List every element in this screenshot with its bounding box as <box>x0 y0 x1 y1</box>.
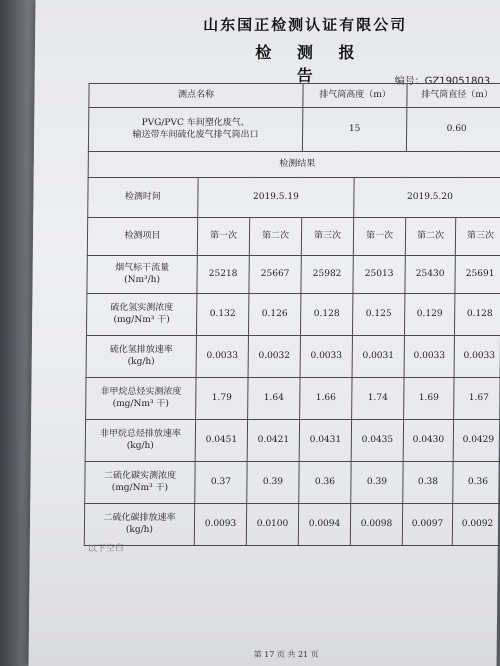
point-name-line-1: PVG/PVC 车间塑化废气、 <box>141 117 250 128</box>
report-number: 编号：GZ19051803 <box>394 76 491 87</box>
table-row <box>86 378 500 420</box>
info-header-row <box>89 84 500 108</box>
table-cell: 25218 <box>197 256 249 294</box>
page-number: 第 17 页 共 21 页 <box>253 650 319 659</box>
table-cell: 1.79 <box>196 378 248 420</box>
table-cell: 0.0430 <box>403 420 453 462</box>
test-time-row <box>88 178 500 218</box>
table-cell: 0.0033 <box>404 336 454 378</box>
parameter-label: 烟气标干流量 <box>115 262 170 273</box>
report-page <box>29 0 500 666</box>
parameter-name <box>86 294 196 336</box>
table-cell: 0.36 <box>299 462 351 504</box>
point-name-line-2: 输送带车间硫化废气排气筒出口 <box>132 129 259 140</box>
run-label: 第一次 <box>197 218 249 256</box>
parameter-name <box>85 462 195 504</box>
table-cell: 0.0421 <box>247 420 299 462</box>
table-cell: 0.128 <box>300 294 352 336</box>
table-cell: 0.0093 <box>194 504 246 546</box>
stack-height-label: 排气筒高度（m） <box>303 84 407 108</box>
parameter-label: 非甲烷总烃排放速率 <box>99 428 181 439</box>
table-cell: 0.39 <box>351 462 403 504</box>
table-row <box>84 504 500 546</box>
parameter-label: 二硫化碳排放速率 <box>103 512 176 523</box>
test-item-label: 检测项目 <box>87 218 197 256</box>
table-cell: 0.37 <box>195 462 247 504</box>
test-results-table <box>84 83 500 546</box>
blank-below-note: 以下空白 <box>87 543 124 555</box>
table-cell: 0.0031 <box>352 336 404 378</box>
table-row <box>85 462 500 504</box>
table-cell: 0.0092 <box>452 504 500 546</box>
parameter-unit: (Nm³/h) <box>124 274 161 285</box>
parameter-unit: (mg/Nm³ 干) <box>112 398 169 409</box>
results-section-title: 检测结果 <box>88 152 500 178</box>
run-label: 第三次 <box>301 218 353 256</box>
test-date-1: 2019.5.19 <box>198 178 354 218</box>
table-row <box>87 256 500 294</box>
table-cell: 25430 <box>405 256 455 294</box>
table-cell: 0.132 <box>196 294 248 336</box>
table-cell: 0.0033 <box>196 336 248 378</box>
table-cell: 25691 <box>455 256 500 294</box>
table-cell: 0.38 <box>403 462 453 504</box>
table-cell: 25667 <box>249 256 301 294</box>
parameter-unit: (kg/h) <box>127 356 155 367</box>
table-cell: 0.126 <box>248 294 300 336</box>
report-title: 检 测 报 告 <box>255 43 365 85</box>
parameter-unit: (kg/h) <box>126 440 154 451</box>
table-cell: 0.0429 <box>453 420 500 462</box>
run-label: 第三次 <box>455 218 500 256</box>
point-name-value <box>88 108 302 152</box>
parameter-unit: (mg/Nm³ 干) <box>113 314 170 325</box>
parameter-name <box>84 504 194 546</box>
run-label: 第二次 <box>405 218 455 256</box>
table-cell: 0.0033 <box>454 336 500 378</box>
test-date-2: 2019.5.20 <box>354 178 500 218</box>
stack-diameter-label: 排气筒直径（m） <box>407 84 500 108</box>
table-cell: 0.39 <box>247 462 299 504</box>
test-time-label: 检测时间 <box>88 178 198 218</box>
table-cell: 0.0431 <box>299 420 351 462</box>
table-cell: 1.64 <box>248 378 300 420</box>
table-row <box>86 336 500 378</box>
table-row <box>86 294 500 336</box>
table-cell: 0.0033 <box>300 336 352 378</box>
company-name: 山东国正检测认证有限公司 <box>203 16 408 34</box>
table-cell: 25982 <box>301 256 353 294</box>
info-value-row <box>88 108 500 152</box>
parameter-label: 硫化氢排放速率 <box>109 344 173 355</box>
run-label: 第一次 <box>353 218 405 256</box>
parameter-name <box>86 336 196 378</box>
table-row <box>85 420 500 462</box>
table-cell: 1.69 <box>404 378 454 420</box>
run-label: 第二次 <box>249 218 301 256</box>
table-cell: 1.67 <box>454 378 500 420</box>
results-title-row <box>88 152 500 178</box>
table-cell: 25013 <box>353 256 405 294</box>
parameter-name <box>87 256 197 294</box>
stack-height-value: 15 <box>302 108 406 152</box>
table-cell: 0.0032 <box>248 336 300 378</box>
parameter-unit: (kg/h) <box>125 524 154 535</box>
table-cell: 0.36 <box>453 462 500 504</box>
table-cell: 0.0451 <box>195 420 247 462</box>
parameter-name <box>85 420 195 462</box>
table-cell: 0.0100 <box>246 504 298 546</box>
stack-diameter-value: 0.60 <box>406 108 500 152</box>
table-cell: 0.128 <box>454 294 500 336</box>
run-header-row <box>87 218 500 256</box>
table-cell: 0.0097 <box>402 504 452 546</box>
table-cell: 0.125 <box>352 294 404 336</box>
parameter-label: 二硫化碳实测浓度 <box>103 470 177 481</box>
parameter-name <box>86 378 196 420</box>
parameter-label: 硫化氢实测浓度 <box>110 302 174 313</box>
table-cell: 0.0094 <box>298 504 350 546</box>
table-cell: 1.74 <box>352 378 404 420</box>
parameter-label: 非甲烷总烃实测浓度 <box>100 386 182 397</box>
table-cell: 0.0435 <box>351 420 403 462</box>
table-cell: 0.129 <box>404 294 454 336</box>
point-name-label: 测点名称 <box>89 84 303 108</box>
parameter-unit: (mg/Nm³ 干) <box>111 482 169 493</box>
table-cell: 1.66 <box>300 378 352 420</box>
table-cell: 0.0098 <box>350 504 402 546</box>
